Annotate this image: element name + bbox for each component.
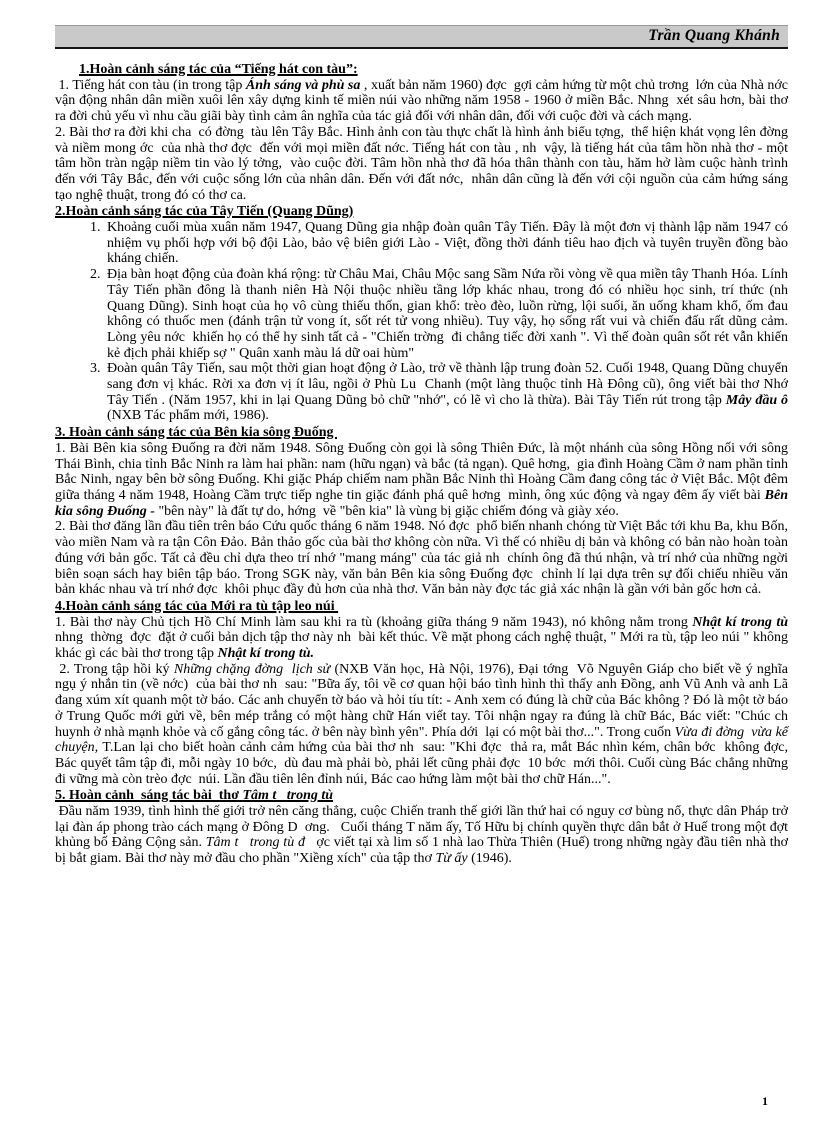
text-run: 4.Hoàn cảnh sáng tác của Mới ra tù tập leo núi xyxy=(55,598,339,614)
text-run: Địa bàn hoạt động của đoàn khá rộng: từ Châu Mai, Châu Mộc sang Sầm Nứa rồi vòng về qua miền tây Thanh Hóa. Lính Tây Tiến phần đông là thanh niên Hà Nội thuộc nhiều tầng lớp khác nhau, trong đó có nhiều học sinh, trí thức (nh Quang Dũng). Sinh hoạt của họ vô cùng thiếu thốn, gian khổ: trèo đèo, luồn rừng, lội suối, ăn uống kham khổ, ốm đau không có thuốc men (đánh trận tử vong ít, sốt rét tử vong nhiều). Tuy vậy, họ sống rất vui và chiến đấu rất dũng cảm. Lòng yêu nớc khiến họ có thể hy sinh tất cả - "Chiến trờng đi chẳng tiếc đời xanh ". Vì thế đoàn quân sốt rét vẫn khiến kẻ địch phải khiếp sợ " Quân xanh màu lá dữ oai hùm" xyxy=(107,267,795,361)
header-author: Trần Quang Khánh xyxy=(648,27,780,44)
text-run: 3. Hoàn cảnh sáng tác của Bên kia sông Đuống xyxy=(55,425,338,441)
page-header xyxy=(55,25,788,49)
text-run: 1.Hoàn cảnh sáng tác của “Tiếng hát con tàu”: xyxy=(79,62,358,77)
list-item xyxy=(104,220,792,267)
text-run: (NXB Tác phẩm mới, 1986). xyxy=(107,392,792,424)
text-run: 1. Tiếng hát con tàu (in trong tập xyxy=(55,77,246,93)
text-run: (1946). xyxy=(467,851,512,867)
section-heading xyxy=(55,62,788,78)
text-run: 2.Hoàn cảnh sáng tác của Tây Tiến (Quang Dũng) xyxy=(55,204,354,220)
paragraph xyxy=(55,77,795,125)
text-run: Tâm t trong tù đ xyxy=(205,835,305,851)
list-item xyxy=(104,361,792,424)
paragraph xyxy=(55,614,792,662)
text-run: T.Lan lại cho biết hoàn cảnh cảm hứng của bài thơ nh sau: "Khi đợc thả ra, mắt Bác nhìn kém, chân bớc không đợc, Bác quyết tâm tập đi, mỗi ngày 10 bớc, dù đau mà phải bò, phải lết cũng phải đợc 10 bớc mới thôi. Cuối cùng Bác chẳng những đi vững mà còn trèo đợc núi. Lần đầu tiên lên đỉnh núi, Bác cao hứng làm một bài thơ chữ Hán...". xyxy=(55,740,795,787)
text-run: 5. Hoàn cảnh sáng tác bài thơ xyxy=(55,788,243,804)
paragraph xyxy=(55,661,795,788)
paragraph xyxy=(55,124,795,204)
list-item xyxy=(104,267,795,361)
section-heading xyxy=(55,425,788,441)
text-run: Khoảng cuối mùa xuân năm 1947, Quang Dũng gia nhập đoàn quân Tây Tiến. Đây là một đơn vị thành lập năm 1947 có nhiệm vụ phối hợp với bộ đội Lào, bảo vệ biên giới Lào - Việt, đồng thời đánh tiêu hao địch và tuyên truyền đồng bào kháng chiến. xyxy=(107,220,792,267)
document-body xyxy=(55,62,795,867)
text-run: Những chặng đờng lịch sử xyxy=(173,661,331,677)
text-run: Đoàn quân Tây Tiến, sau một thời gian hoạt động ở Lào, trở về thành lập trung đoàn 52. Cuối 1948, Quang Dũng chuyển sang đơn vị khác. Rời xa đơn vị ít lâu, ngồi ở Phù Lu Chanh (một làng thuộc tỉnh Hà Đông cũ), ông viết bài thơ Nhớ Tây Tiến . (Năm 1957, khi in lại Quang Dũng bỏ chữ "nhớ", có lẽ vì cho là thừa). Bài Tây Tiến rút trong tập xyxy=(107,361,792,408)
text-run: , xuất bản năm 1960) đợc gợi cảm hứng từ một chủ trơng lớn của Nhà nớc vận động nhân dân miền xuôi lên xây dựng kinh tế miền núi vào những năm 1958 - 1960 ở miền Bắc. Nhng xét sâu hơn, bài thơ ra đời chủ yếu vì nhu cầu giãi bày tình cảm ân nghĩa của tác giả đối với nhân dân, đối với cuộc đời và cách mạng. xyxy=(55,77,795,125)
text-run: 1. Bài thơ này Chủ tịch Hồ Chí Minh làm sau khi ra tù (khoảng giữa tháng 9 năm 1943), nó không nằm trong xyxy=(55,614,693,630)
section-heading-text xyxy=(55,204,353,219)
paragraph xyxy=(55,440,792,520)
text-run: Đầu năm 1939, tình hình thế giới trở nên căng thẳng, cuộc Chiến tranh thế giới lần thứ hai có nguy cơ bùng nổ, thực dân Pháp trở lại đàn áp phong trào cách mạng ở Đông D ơng. Cuối tháng T năm ấy, Tố Hữu bị chính quyền thực dân bắt ở Huế trong một đợt khủng bố Đảng Cộng sản. xyxy=(55,804,792,851)
section-heading-text xyxy=(55,788,333,803)
text-run: Mây đầu ô xyxy=(725,392,789,408)
numbered-list xyxy=(55,220,795,424)
page-number: 1 xyxy=(762,1094,768,1108)
text-run: 2. Trong tập hồi ký xyxy=(55,661,174,677)
text-run: Ánh sáng và phù sa xyxy=(245,77,361,93)
text-run: Vừa đi đờng vừa kể chuyện, xyxy=(55,724,792,756)
text-run: nhng thờng đợc đặt ở cuối bản dịch tập thơ này nh bài kết thúc. Về mặt phong cách nghệ thuật, " Mới ra tù, tập leo núi " không khác gì các bài thơ trong tập xyxy=(55,614,792,662)
text-run: Từ ấy xyxy=(435,851,468,867)
text-run: Bên kia sông Đuống - xyxy=(55,487,792,519)
text-run: 2. Bài thơ đăng lần đầu tiên trên báo Cứu quốc tháng 6 năm 1948. Nó đợc phổ biến nhanh chóng từ Việt Bắc tới khu Ba, khu Bốn, vào miền Nam và ra tận Côn Đảo. Bản thảo gốc của bài thơ không còn nữa. Vì thế có nhiều dị bản và không có bản nào hoàn toàn đúng với bản gốc. Tất cả đều chỉ dựa theo trí nhớ "mang máng" của tác giả nh chính ông đã thú nhận, và trí nhớ của những ngời biên soạn sách hay biên tập báo. Trong SGK này, văn bản Bên kia sông Đuống đợc chỉnh lí lại dựa trên sự đối chiếu nhiều văn bản khác nhau và trí nhớ đợc khôi phục đầy đủ hơn của nhà thơ. Văn bản này đợc tác giả xác nhận là gần với bản gốc hơn cả. xyxy=(55,519,792,598)
text-run: Tâm t trong tù xyxy=(242,788,334,804)
section-heading-text xyxy=(79,62,358,77)
section-heading xyxy=(55,599,788,615)
paragraph xyxy=(55,519,792,598)
text-run: (NXB Văn học, Hà Nội, 1976), Đại tớng Võ Nguyên Giáp cho biết về ý nghĩa ngụ ý nhắn tin (về nớc) của bài thơ nh sau: "Bữa ấy, tôi về cơ quan hội báo tình hình thì thấy anh Đồng, anh Vũ Anh và anh Lã đang xúm xít quanh một tờ báo. Các anh chuyển tờ báo và hỏi tíu tít: - Anh xem có đúng là chữ của Bác không ? Đó là một tờ báo ở Trung Quốc mới gửi về, bên mép trắng có một hàng chữ Hán viết tay. Tôi nhận ngay ra đúng là chữ Bác, Bác viết: "Chúc ch huynh ở nhà mạnh khỏe và cố gắng công tác. ở bên này bình yên". Phía dới lại có một bài thơ...". Trong cuốn xyxy=(55,661,795,740)
text-run: ợc viết tại xà lim số 1 nhà lao Thừa Thiên (Huế) trong những ngày đầu tiên nhà thơ bị bắt giam. Bài thơ này mở đầu cho phần "Xiềng xích" của tập thơ xyxy=(55,835,792,867)
text-run: Nhật kí trong tù xyxy=(692,614,788,630)
text-run: 1. Bài Bên kia sông Đuống ra đời năm 1948. Sông Đuống còn gọi là sông Thiên Đức, là một nhánh của sông Hồng nối với sông Thái Bình, chia tỉnh Bắc Ninh ra làm hai phần: nam (hữu ngạn) và bắc (tả ngạn). Quê hơng, gia đình Hoàng Cầm ở nam phần tỉnh Bắc Ninh, ngay bên bờ sông Đuống. Khi giặc Pháp chiếm nam phần Bắc Ninh thì Hoàng Cầm đang công tác ở Việt Bắc. Một đêm giữa tháng 4 năm 1948, Hoàng Cầm trực tiếp nghe tin giặc đánh phá quê hơng mình, ông xúc động và ngay đêm ấy viết bài xyxy=(55,440,792,503)
section-heading xyxy=(55,204,788,220)
text-run: Nhật kí trong tù. xyxy=(217,646,314,662)
paragraph xyxy=(55,804,792,867)
section-heading-text xyxy=(55,425,337,440)
section-heading-text xyxy=(55,599,338,614)
section-heading xyxy=(55,788,788,804)
text-run: 2. Bài thơ ra đời khi cha có đờng tàu lên Tây Bắc. Hình ảnh con tàu thực chất là hình ảnh biểu tợng, thể hiện khát vọng lên đờng và niềm mong ớc của nhà thơ đợc đến với mọi miền đất nớc. Tiếng hát con tàu , nh vậy, là tiếng hát của tâm hồn nhà thơ - một tâm hồn tràn ngập niềm tin vào lý tởng, vào cuộc đời. Tâm hồn nhà thơ đã hóa thân thành con tàu, hăm hở làm cuộc hành trình đến với Tây Bắc, đến với cuộc sống lớn của nhân dân. Đến với đất nớc, nhân dân cũng là đến với cội nguồn của cảm hứng sáng tạo nghệ thuật, trong đó có thơ ca. xyxy=(55,124,795,203)
text-run: "bên này" là đất tự do, hớng về "bên kia" là vùng bị giặc chiếm đóng và giày xéo. xyxy=(154,503,619,519)
